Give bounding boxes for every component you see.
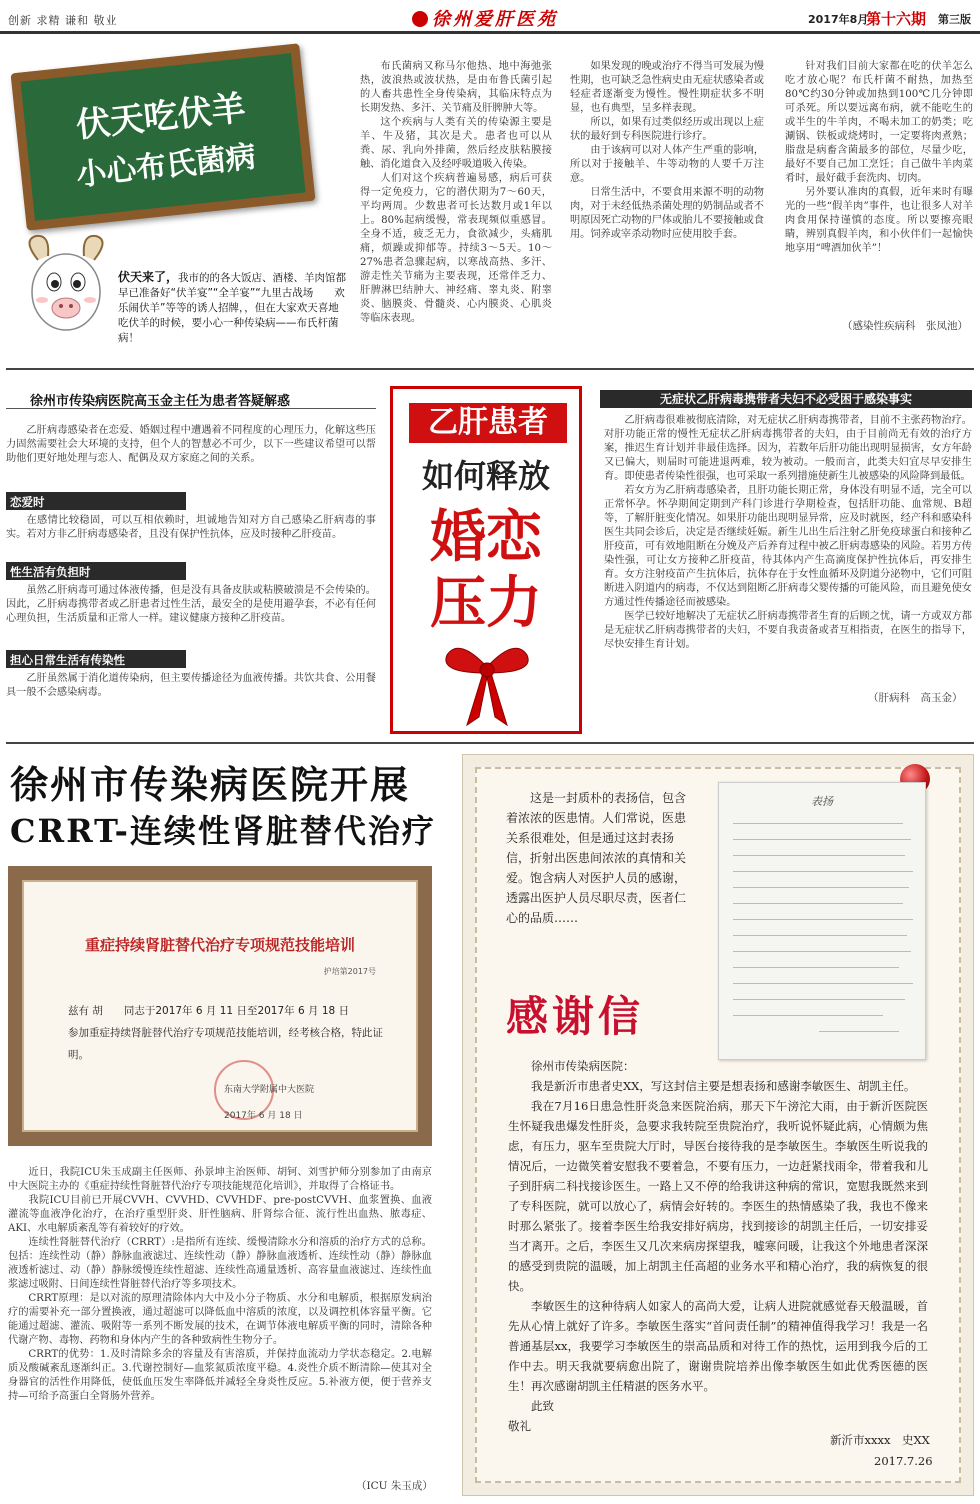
paragraph: 我院ICU目前已开展CVVH、CVVHD、CVVHDF、pre-postCVVH、血浆置换、血液灌流等血液净化治疗，在治疗重型肝炎、肝性脑病、肝肾综合征、流行性出血热、脓毒症、AKI、水电解质紊乱等有着较好的疗效。 <box>8 1195 432 1234</box>
motto: 创新 求精 谦和 敬业 <box>8 14 118 27</box>
certificate-number: 护培第2017号 <box>323 967 376 976</box>
letter-paragraph: 我是新沂市患者史XX，写这封信主要是想表扬和感谢李敏医生、胡凯主任。 <box>531 1079 916 1093</box>
certificate-body <box>68 1000 388 1066</box>
letter-title: 感谢信 <box>506 992 645 1041</box>
subhead-dating: 恋爱时 <box>6 492 186 510</box>
letter-intro: 这是一封质朴的表扬信，包含着浓浓的医患情。人们常说，医患关系很难处，但是通过这封表扬信，折射出医患间浓浓的真情和关爱。饱含病人对医护人员的感谢，透露出医护人员尽职尽责，医者仁心的品质…… <box>506 791 687 925</box>
article2-left-title: 徐州市传染病医院高玉金主任为患者答疑解惑 <box>30 394 291 409</box>
paragraph: 这个疾病与人类有关的传染源主要是羊、牛及猪，其次是犬。患者也可以从粪、尿、乳向外排菌，然后经皮肤粘膜接触、消化道食入及经呼吸道吸入传染。 <box>360 117 552 170</box>
subhead-sex-life: 性生活有负担时 <box>6 562 186 580</box>
article2-byline: （肝病科 高玉金） <box>868 692 963 704</box>
certificate-date: 2017年 6 月 18 日 <box>224 1111 303 1121</box>
article3-byline: （ICU 朱玉成） <box>356 1480 433 1492</box>
paragraph: 乙肝病毒很难被彻底清除，对无症状乙肝病毒携带者，目前不主张药物治疗。对肝功能正常的慢性无症状乙肝病毒携带者的夫妇，由于目前尚无有效的治疗方案，推迟生育计划并非最佳选择。因为，若数年后肝功能出现明显损害，女方年龄又已偏大，则届时可能进退两难，较为被动。一般而言，此类夫妇宜尽早安排生育。即使患者传染性很强，也可采取一系列措施使新生儿被感染的风险降到最低。 <box>604 415 972 482</box>
hospital-logo-icon <box>412 11 428 27</box>
paragraph: 另外要认准肉的真假，近年来时有曝光的一些“假羊肉”事件，也让很多人对羊肉食用保持谨慎的态度。所以要擦亮眼睛，辨别真假羊肉，和小伙伴们一起愉快地享用“啤酒加伙羊”！ <box>785 187 973 254</box>
article2-right-title: 无症状乙肝病毒携带者夫妇不必受困于感染事实 <box>600 390 972 408</box>
training-certificate <box>8 866 432 1146</box>
certificate-line: 兹有 胡 同志于2017年 6 月 11 日至2017年 6 月 18 日 <box>68 1005 350 1017</box>
feature-line4: 压力 <box>430 571 542 636</box>
title-underline <box>6 408 376 409</box>
daily-life-text: 乙肝虽然属于消化道传染病，但主要传播途径为血液传播。共饮共食、公用餐具一般不会感染病毒。 <box>6 673 376 698</box>
paragraph: 连续性肾脏替代治疗（CRRT）:是指所有连续、缓慢清除水分和溶质的治疗方式的总称。包括：连续性动（静）静脉血液滤过、连续性动（静）静脉血液透析、连续性动（静）静脉血液透析滤过、动（静）静脉缓慢连续性超滤、连续性高通量透析、高容量血液滤过、连续性血浆滤过吸附、日间连续性肾脏替代治疗等多项技术。 <box>8 1237 432 1290</box>
feature-line2: 如何释放 <box>421 457 550 495</box>
paragraph: CRRT原理：是以对流的原理清除体内大中及小分子物质、水分和电解质，根据原发病治疗的需要补充一部分置换液，通过超滤可以降低血中溶质的浓度，以及调控机体容量平衡。它能通过超滤、灌流、吸附等一系列不断发展的技术，在调节体液电解质平衡的同时，清除各种代谢产物、毒物、药物和身体内产生的各种致病性生物分子。 <box>8 1293 432 1346</box>
headline-line1: 伏天吃伏羊 <box>74 88 248 146</box>
letter-signature: 新沂市xxxx 史XX <box>830 1433 930 1447</box>
paragraph: 针对我们目前大家都在吃的伏羊怎么吃才放心呢？布氏杆菌不耐热，加热至80℃约30分钟或加热到100℃几分钟即可杀死。所以要远离布病，就不能吃生的或半生的牛羊肉，不喝未加工的奶类；吃涮锅、铁板或烧烤时，一定要将肉煮熟；脂盘是病畜含菌最多的部位，尽量少吃，最好不要自己加工烹饪；自己做牛羊肉菜肴时，最好截手套洗肉、切肉。 <box>785 61 973 184</box>
paragraph: 医学已较好地解决了无症状乙肝病毒携带者生育的后顾之忧，请一方或双方都是无症状乙肝病毒携带者的夫妇，不要自我责备或者互相指责，在医生的指导下，尽快安排生育计划。 <box>604 611 972 650</box>
masthead <box>412 5 558 31</box>
ribbon-bow-icon <box>439 637 535 727</box>
feature-tag: 乙肝患者 <box>409 403 567 443</box>
paragraph: 人们对这个疾病普遍易感，病后可获得一定免疫力，它的潜伏期为7～60天，平均两周。少数患者可长达数月或1年以上。80%起病缓慢，常表现频似重感冒。全身不适，疲乏无力，食欲减少，头痛肌痛，烦躁或抑郁等。持续3～5天。10～27%患者急骤起病，以寒战高热、多汗、游走性关节痛为主要表现，还常伴乏力、肝脾淋巴结肿大、神经痛、睾丸炎、附睾炎、脑膜炎、骨髓炎、心内膜炎、心肌炎等临床表现。 <box>360 173 552 324</box>
handwritten-letter-photo <box>718 782 926 1060</box>
letter-paragraph: 我在7月16日患急性肝炎急来医院治病，那天下午滂沱大雨，由于新沂医院医生怀疑我患爆发性肝炎，急要求我转院至贵院治疗，我听说怀疑此病，心情颇为焦虑，有压力，驱车至贵院大厅时，导医台接待我的是李敏医生。李敏医生听说我的情况后，一边微笑着安慰我不要着急，不要有压力，一边赶紧找雨伞，带着我和儿子到肝病二科找接诊医生。一路上又不停的给我讲这种病的常识，宽慰我既然来到了专科医院，就可以放心了，病情会好转的。李医生的热情感染了我，我也不像来时那么紧张了。接着李医生给我安排好病房，找到接诊的胡凯主任后，一切安排妥当才离开。之后，李医生又几次来病房探望我，嘘寒问暖，让我这个外地患者深深的感受到贵院的温暖，加上胡凯主任高超的业务水平和精心治疗，我的病恢复的很快。 <box>508 1099 928 1293</box>
paragraph: CRRT的优势：1.及时清除多余的容量及有害溶质，并保持血流动力学状态稳定。2.电解质及酸碱紊乱逐渐纠正。3.代谢控制好—血浆氮质浓度平稳。4.炎性介质不断清除—使其对全身器官的活性作用降低，使低血压发生率降低并减轻全身炎性反应。5.补液方便，便于营养支持—可给予高蛋白全肾肠外营养。 <box>8 1349 432 1402</box>
handwritten-heading: 表扬 <box>811 795 833 808</box>
paragraph: 如果发现的晚或治疗不得当可发展为慢性期，也可缺乏急性病史由无症状感染者或轻症者逐渐变为慢性。慢性期症状多不明显，也有典型，呈多样表现。 <box>570 61 764 114</box>
certificate-line: 参加重症持续肾脏替代治疗专项规范技能培训，经考核合格，特此证明。 <box>68 1027 383 1061</box>
center-feature-box <box>390 386 582 734</box>
article1-byline: （感染性疾病科 张凤池） <box>842 320 968 332</box>
page-header <box>0 0 980 34</box>
masthead-title: 徐州爱肝医苑 <box>432 9 558 30</box>
subhead-daily-life: 担心日常生活有传染性 <box>6 650 186 668</box>
dating-text: 在感情比较稳固，可以互相依赖时，坦诚地告知对方自己感染乙肝病毒的事实。若对方非乙肝病毒感染者，且没有保护性抗体，应及时接种乙肝疫苗。 <box>6 515 376 540</box>
paragraph: 布氏菌病又称马尔他热、地中海弛张热，波浪热或波状热，是由布鲁氏菌引起的人畜共患性全身传染病，其临床特点为长期发热、多汗、关节痛及肝脾肿大等。 <box>360 61 552 114</box>
paragraph: 所以，如果有过类似经历或出现以上症状的最好到专科医院进行诊疗。 <box>570 117 764 142</box>
sheep-illustration <box>16 230 116 340</box>
intro-lead: 伏天来了， <box>118 270 179 284</box>
article3-body <box>8 1166 432 1404</box>
paragraph: 若女方为乙肝病毒感染者，且肝功能长期正常，身体没有明显不适，完全可以正常怀孕。怀孕期间定期到产科门诊进行孕期检查，包括肝功能、血常规、B超等，了解肝脏变化情况。如果肝功能出现明显异常，应及时就医，经产科和感染科医生共同会诊后，决定是否继续妊娠。新生儿出生后注射乙肝免疫球蛋白和接种乙肝疫苗，可有效地阻断在分娩及产后养育过程中被乙肝病毒感染的风险。若男方传染性强，可让女方接种乙肝疫苗，待其体内产生高滴度保护性抗体后，再安排生育。女方注射疫苗产生抗体后，抗体存在于女性血循环及阴道分泌物中，它们可阻断进入阴道内的病毒，不仅达到阻断乙肝病毒父婴传播的可能风险，而且避免使女方通过性传播途径而被感染。 <box>604 485 972 608</box>
article2-intro: 乙肝病毒感染者在恋爱、婚姻过程中遭遇着不同程度的心理压力，化解这些压力固然需要社会大环境的支持，但个人的智慧必不可少，以下一些建议希望可以帮助他们更好地处理与恋人、配偶及双方家庭之间的关系。 <box>6 425 376 464</box>
crrt-title-line1: 徐州市传染病医院开展 <box>10 762 411 807</box>
letter-salutation: 徐州市传染病医院： <box>531 1059 635 1073</box>
article1-column2 <box>570 60 764 342</box>
crrt-title-line2: CRRT-连续性肾脏替代治疗 <box>10 812 436 850</box>
chalkboard-headline <box>11 43 316 230</box>
certificate-issuer: 东南大学附属中大医院 <box>224 1085 315 1095</box>
issue-date: 2017年8月 <box>808 13 869 26</box>
section-divider <box>6 368 974 370</box>
intro-text: 我市的的各大饭店、酒楼、羊肉馆都早已准备好“伏羊宴”“全羊宴”“九里古战场 欢乐闹伏羊”等等的诱人招牌，，但在大家欢天喜地吃伏羊的时候，要小心一种传染病——布氏杆菌病！ <box>118 272 347 344</box>
sex-life-text: 虽然乙肝病毒可通过体液传播，但是没有具备皮肤或粘膜破溃是不会传染的。因此，乙肝病毒携带者或乙肝患者过性生活，最安全的是使用避孕套，不必有任何心理负担，生活质量和正常人一样。建议健康方接种乙肝疫苗。 <box>6 585 376 624</box>
article1-column3 <box>785 60 973 300</box>
feature-line3: 婚恋 <box>430 505 542 570</box>
article2-right-body <box>604 414 972 652</box>
paragraph: 近日，我院ICU朱玉成副主任医师、孙景坤主治医师、胡钶、刘雪护师分别参加了由南京中大医院主办的《重症持续性肾脏替代治疗专项技能规范化培训》，并取得了合格证书。 <box>8 1167 432 1192</box>
letter-body <box>508 1056 928 1436</box>
letter-closing2: 敬礼 <box>508 1419 531 1433</box>
paragraph: 由于该病可以对人体产生严重的影响，所以对于接触羊、牛等动物的人要千万注意。 <box>570 145 764 184</box>
letter-date: 2017.7.26 <box>874 1454 933 1468</box>
certificate-title: 重症持续肾脏替代治疗专项规范技能培训 <box>84 936 355 954</box>
section-divider <box>6 742 974 744</box>
issue-number: 第十六期 <box>866 10 927 28</box>
article1-intro <box>118 270 348 346</box>
headline-line2: 小心布氏菌病 <box>74 139 258 194</box>
paragraph: 日常生活中，不要食用来源不明的动物肉，对于未经低热杀菌处理的奶制品或者不明原因死亡动物的尸体或胎儿不要接触或食用。饲养或宰杀动物时应使用胶手套。 <box>570 187 764 240</box>
edition-label: 第三版 <box>938 13 971 26</box>
letter-paragraph: 李敏医生的这种待病人如家人的高尚大爱，让病人进院就感觉春天般温暖，首先从心情上就好了许多。李敏医生落实“首问责任制”的精神值得我学习！我是一名普通基层xx，我要学习李敏医生的崇高品质和对待工作的热忱，运用到我今后的工作中去。明天我就要病愈出院了，谢谢贵院培养出像李敏医生如此优秀医德的医生！再次感谢胡凯主任精湛的医务水平。 <box>508 1299 928 1393</box>
article1-column1 <box>360 60 552 342</box>
letter-closing1: 此致 <box>531 1399 554 1413</box>
